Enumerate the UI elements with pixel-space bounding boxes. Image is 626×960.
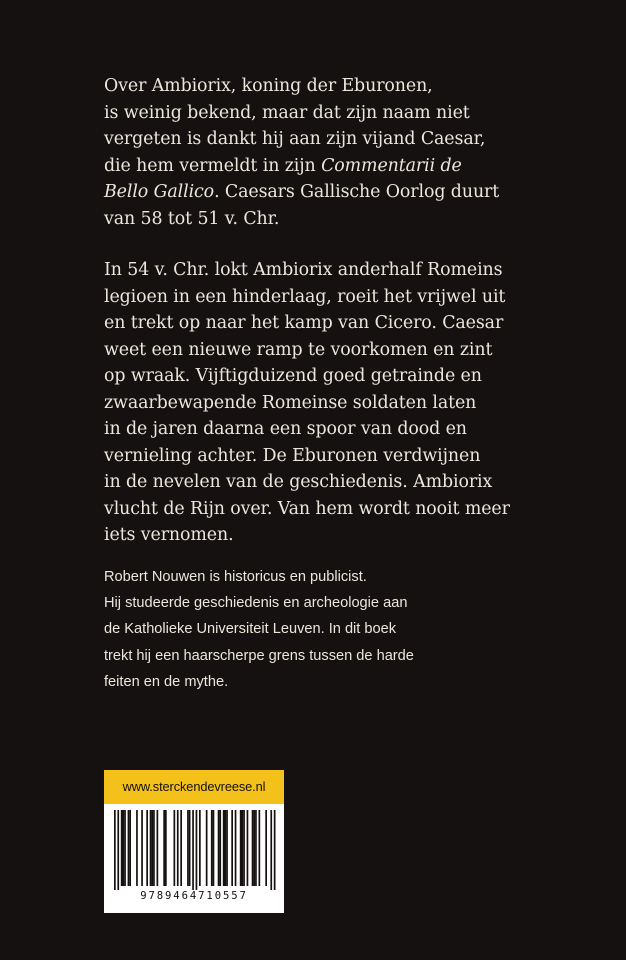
barcode-bar — [270, 810, 272, 890]
barcode-bar — [174, 810, 176, 886]
barcode-bar — [243, 810, 245, 886]
barcode-bar — [231, 810, 233, 886]
barcode-bar — [141, 810, 143, 886]
barcode-bar — [206, 810, 208, 886]
blurb-paragraph-2 — [104, 257, 604, 549]
barcode-bar — [121, 810, 123, 886]
blurb-line: in de jaren daarna een spoor van dood en — [104, 419, 467, 439]
barcode-bar — [153, 810, 155, 886]
barcode-bar — [114, 810, 116, 890]
bio-line: Robert Nouwen is historicus en publicist. — [104, 569, 367, 585]
barcode-bar — [146, 810, 148, 886]
barcode-bar — [180, 810, 182, 886]
blurb-line: vernieling achter. De Eburonen verdwijnen — [104, 445, 481, 466]
barcode-bar — [265, 810, 267, 886]
barcode-bar — [225, 810, 227, 886]
barcode-bar — [151, 810, 153, 886]
blurb-line: zwaarbewapende Romeinse soldaten laten — [104, 392, 477, 413]
bio-line: feiten en de mythe. — [104, 673, 229, 690]
text-run: vergeten is dankt hij aan zijn vijand Caesar, — [104, 129, 486, 149]
barcode-bar — [226, 810, 228, 886]
text-run: . Caesars Gallische Oorlog duurt — [214, 182, 500, 202]
barcode-bar — [274, 810, 276, 890]
blurb-line — [104, 206, 604, 233]
barcode-bar — [213, 810, 215, 886]
blurb-line: legioen in een hinderlaag, roeit het vrijwel uit — [104, 286, 506, 307]
barcode-bar — [255, 810, 257, 886]
blurb-paragraph-1 — [104, 73, 604, 232]
blurb-line: weet een nieuwe ramp te voorkomen en zint — [104, 339, 493, 360]
blurb-line: iets vernomen. — [104, 525, 234, 545]
bio-line: Hij studeerde geschiedenis en archeologie aan — [104, 595, 408, 612]
barcode-bar — [163, 810, 165, 886]
bio-line: trekt hij een haarscherpe grens tussen de harde — [104, 647, 414, 664]
barcode-bar — [199, 810, 201, 886]
barcode-bar — [242, 810, 244, 886]
barcode-bar — [211, 810, 213, 886]
blurb-line — [104, 100, 604, 127]
isbn-number: 9789464710557 — [140, 890, 248, 902]
blurb-line: in de nevelen van de geschiedenis. Ambiorix — [104, 472, 493, 492]
italic-title-text: Bello Gallico — [104, 182, 215, 202]
blurb-line — [104, 153, 604, 180]
barcode-bar — [253, 810, 255, 886]
barcode-bar — [247, 810, 249, 886]
barcode-bar — [223, 810, 225, 886]
barcode-bar — [124, 810, 126, 886]
publisher-url: www.sterckendevreese.nl — [122, 779, 266, 794]
bio-line: de Katholieke Universiteit Leuven. In dit boek — [104, 621, 397, 638]
barcode — [104, 804, 284, 913]
barcode-bar — [235, 810, 237, 886]
publisher-url-label — [104, 770, 284, 804]
blurb-line: op wraak. Vijftigduizend goed getrainde en — [104, 366, 482, 386]
author-bio — [104, 564, 564, 695]
blurb-line — [104, 73, 604, 100]
text-run: die hem vermeldt in zijn — [104, 155, 322, 176]
italic-title-text: Commentarii de — [321, 155, 462, 176]
barcode-bar — [189, 810, 191, 886]
barcode-bar — [117, 810, 119, 890]
text-run: is weinig bekend, maar dat zijn naam niet — [104, 102, 470, 123]
barcode-bar — [252, 810, 254, 886]
barcode-bar — [123, 810, 125, 886]
barcode-bar — [128, 810, 130, 886]
barcode-bar — [136, 810, 138, 886]
barcode-bar — [240, 810, 242, 886]
blurb-line: en trekt op naar het kamp van Cicero. Caesar — [104, 313, 504, 333]
barcode-bar — [259, 810, 261, 886]
text-run: van 58 tot 51 v. Chr. — [104, 208, 280, 229]
barcode-bar — [196, 810, 198, 890]
blurb-line — [104, 126, 604, 153]
barcode-bar — [150, 810, 152, 886]
blurb-line — [104, 179, 604, 206]
barcode-bar — [177, 810, 179, 886]
barcode-bar — [129, 810, 131, 886]
text-run: Over Ambiorix, koning der Eburonen, — [104, 76, 433, 96]
barcode-bar — [192, 810, 194, 890]
barcode-bar — [187, 810, 189, 886]
blurb-line: In 54 v. Chr. lokt Ambiorix anderhalf Romeins — [104, 260, 503, 280]
barcode-bar — [157, 810, 159, 886]
blurb-line: vlucht de Rijn over. Van hem wordt nooit meer — [104, 498, 510, 519]
barcode-bar — [218, 810, 220, 886]
barcode-bar — [165, 810, 167, 886]
barcode-bar — [219, 810, 221, 886]
